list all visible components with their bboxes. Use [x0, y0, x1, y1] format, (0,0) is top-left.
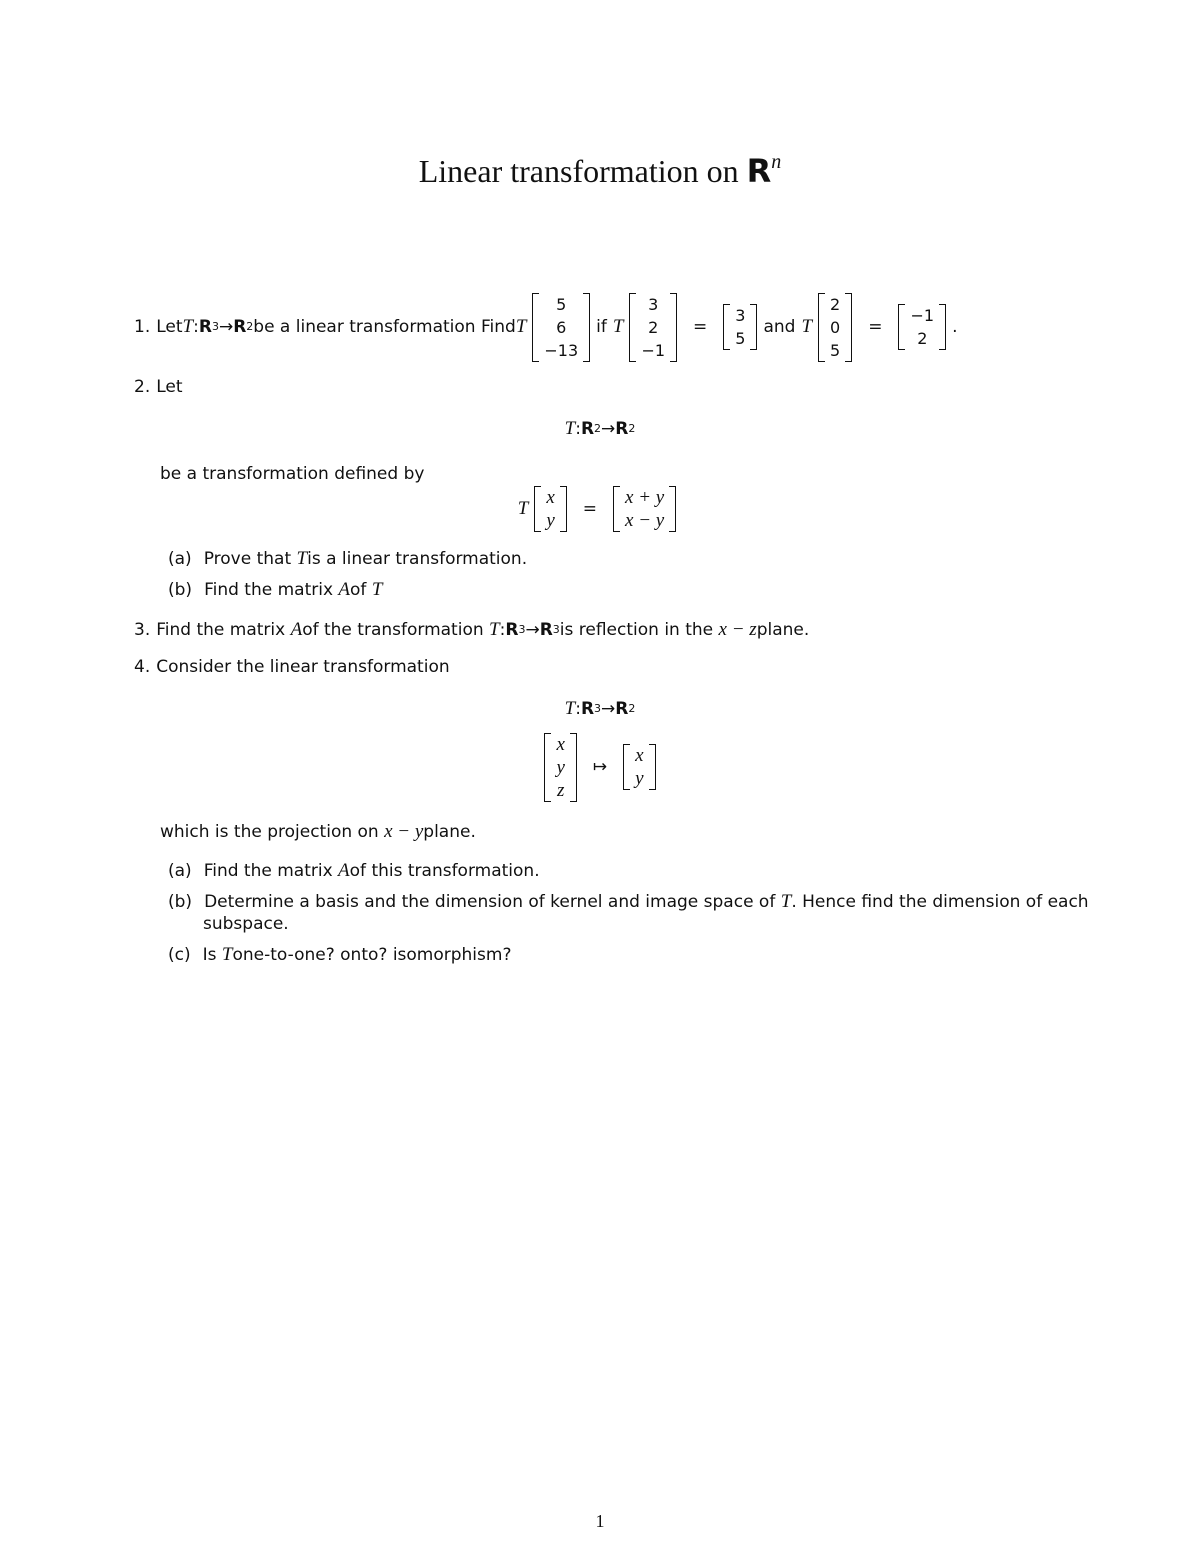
mapsto-symbol: ↦ — [592, 757, 608, 777]
display-T-R3-R2: T : R 3 → R 2 — [564, 698, 636, 719]
question-number: 1. — [134, 317, 151, 337]
vector-5-6-m13: 5 6 −13 — [532, 293, 590, 362]
q4-part-b-continued: subspace. — [203, 914, 289, 934]
question-number: 4. — [134, 657, 151, 677]
q4-projection-text: which is the projection on x − y plane. — [160, 821, 476, 842]
q2-part-a: (a) Prove that T is a linear transformation. — [168, 548, 528, 569]
display-T-R2-R2: T : R 2 → R 2 — [564, 418, 636, 439]
vector-3-5: 3 5 — [723, 304, 757, 350]
real-field-symbol: R — [746, 152, 772, 190]
vector-2-0-5: 2 0 5 — [818, 293, 852, 362]
vector-x-plus-y-x-minus-y: x + y x − y — [613, 486, 676, 532]
vector-x-y-z: x y z — [544, 733, 576, 802]
display-T-definition: T x y = x + y x − y — [0, 483, 1200, 535]
question-4: 4. Consider the linear transformation — [134, 657, 450, 677]
question-3: 3. Find the matrix A of the transformation T : R 3 → R 3 is reflection in the x − z plane. — [134, 619, 810, 640]
vector-x-y-image: x y — [623, 744, 655, 790]
vector-x-y: x y — [534, 486, 566, 532]
vector-3-2-m1: 3 2 −1 — [629, 293, 677, 362]
page-title: Linear transformation on $R^n$ — [418, 151, 782, 190]
question-2: 2. Let — [134, 377, 183, 397]
vector-m1-2: −1 2 — [898, 304, 946, 350]
page-number: 1 — [595, 1511, 605, 1531]
question-number: 3. — [134, 620, 151, 640]
question-1: 1. Let T : R 3 → R 2 be a linear transformation Find T 5 6 −13 if T 3 2 −1 = 3 5 and T 2 0 5 = −1 2 . — [134, 294, 958, 360]
q4-part-a: (a) Find the matrix A of this transformation. — [168, 860, 540, 881]
q4-part-c: (c) Is T one-to-one? onto? isomorphism? — [168, 944, 512, 965]
title-exponent: n — [771, 151, 782, 173]
q4-part-b: (b) Determine a basis and the dimension of kernel and image space of T . Hence find the dimension of each — [168, 891, 1089, 912]
question-number: 2. — [134, 377, 151, 397]
q2-part-b: (b) Find the matrix A of T — [168, 579, 383, 600]
display-projection-map — [0, 730, 1200, 804]
q2-definition-text: be a transformation defined by — [160, 464, 425, 484]
